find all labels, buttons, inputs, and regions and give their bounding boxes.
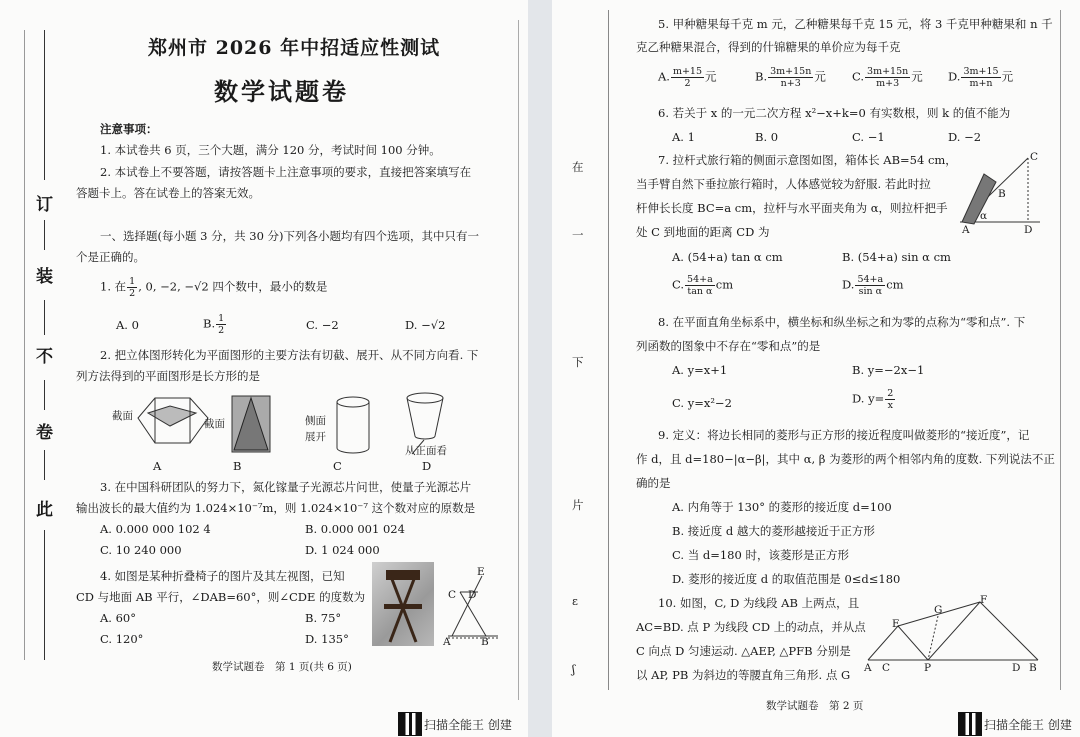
q1-option-d: D. −√2 [405,318,446,332]
q4-stem-cont: CD 与地面 AB 平行，∠DAB=60°，则∠CDE 的度数为 [76,590,366,604]
q2-unfold-label-1: 侧面 [305,415,326,427]
q1-option-b: B. $\frac{1}{2}$ [203,313,225,336]
q4-fig-d: D [468,589,477,601]
exam-title: 郑州市 2026 年中招适应性测试 [148,37,441,59]
q1-option-a: A. 0 [116,318,139,332]
binding-char: ʃ [572,662,576,676]
q4-chair-photo [372,562,434,646]
q4-fig-a: A [443,636,451,648]
q10-stem-3: C 向点 D 匀速运动. △AEP, △PFB 分别是 [636,644,851,658]
q10-fig-p: P [924,662,932,674]
q4-option-d: D. 135° [305,632,349,646]
q1-option-c: C. −2 [306,318,339,332]
q8-option-c: C. y=x²−2 [672,396,732,410]
exam-subtitle: 数学试题卷 [214,77,349,106]
binding-line [608,10,609,690]
binding-line [44,450,45,480]
binding-char: 订 [36,195,53,215]
q8-option-d: D. y= $\frac{2}{x}$ [852,388,894,411]
q10-fig-e: E [892,618,900,630]
q4-option-c: C. 120° [100,632,144,646]
binding-char: 片 [572,498,584,512]
q2-figure-c [337,397,369,453]
q10-fig-a: A [864,662,872,674]
q4-option-a: A. 60° [100,611,136,625]
q10-stem-4: 以 AP, PB 为斜边的等腰直角三角形. 点 G [636,668,851,682]
section-1-heading-cont: 个是正确的。 [76,250,145,264]
q7-option-a: A. (54+a) tan α cm [672,250,783,264]
q10-stem: 10. 如图，C, D 为线段 AB 上两点，且 [658,596,860,610]
left-footer: 数学试题卷 第 1 页(共 6 页) [212,661,352,673]
q9-option-c: C. 当 d=180 时，该菱形是正方形 [672,548,849,562]
binding-char: 一 [572,228,584,242]
q7-fig-alpha: α [980,210,988,222]
q5-option-c: C. $\frac{3m+15n}{m+3}$ 元 [852,66,923,89]
q10-fig-c: C [882,662,891,674]
q6-stem: 6. 若关于 x 的一元二次方程 x²−x+k=0 有实数根，则 k 的值不能为 [658,106,1011,120]
binding-line [44,300,45,335]
binding-line [44,30,45,180]
scanner-watermark: 扫描全能王 创建 [424,718,512,732]
q2-unfold-label-2: 展开 [305,431,326,443]
q9-stem-2: 作 d，且 d=180−|α−β|，其中 α, β 为菱形的两个相邻内角的度数. 下列说法不正 [636,452,1055,466]
q7-stem: 7. 拉杆式旅行箱的侧面示意图如图，箱体长 AB=54 cm， [658,153,957,167]
q7-fig-d: D [1024,224,1033,236]
q5-stem: 5. 甲种糖果每千克 m 元，乙种糖果每千克 15 元，将 3 千克甲种糖果和 n 千 [658,17,1053,31]
q7-stem-2: 当手臂自然下垂拉旅行箱时，人体感觉较为舒服. 若此时拉 [636,177,931,191]
q4-fig-e: E [477,566,485,578]
q9-stem-3: 确的是 [636,476,671,490]
binding-line [44,380,45,410]
q10-fig-b: B [1029,662,1037,674]
q10-stem-2: AC=BD. 点 P 为线段 CD 上的动点，并从点 [636,620,866,634]
q7-option-c: C. $\frac{54+a}{\text{tan α}}$ cm [672,274,734,297]
right-footer: 数学试题卷 第 2 页 [766,700,864,712]
q7-option-d: D. $\frac{54+a}{\text{sin α}}$ cm [842,274,904,297]
q2-label-a: A [153,459,162,473]
binding-line [24,30,25,660]
scanner-qr-icon [958,712,982,736]
q2-front-label: 从正面看 [405,445,447,457]
q3-option-a: A. 0.000 000 102 4 [100,522,211,536]
q7-fig-b: B [998,188,1006,200]
q5-option-b: B. $\frac{3m+15n}{n+3}$ 元 [755,66,826,89]
section-1-heading: 一、选择题(每小题 3 分，共 30 分)下列各小题均有四个选项，其中只有一 [100,229,480,243]
q9-option-a: A. 内角等于 130° 的菱形的接近度 d=100 [672,500,892,514]
q2-figure-a [138,398,208,443]
notice-2: 2. 本试卷上不要答题，请按答题卡上注意事项的要求，直接把答案填写在 [100,165,472,179]
notice-title: 注意事项： [100,122,158,136]
binding-line [44,220,45,250]
q7-fig-a: A [962,224,970,236]
q10-fig-g: G [934,604,943,616]
q9-stem: 9. 定义：将边长相同的菱形与正方形的接近程度叫做菱形的“接近度”，记 [658,428,1030,442]
q10-fig-d: D [1012,662,1021,674]
q8-option-a: A. y=x+1 [672,363,728,377]
q7-stem-3: 杆伸长长度 BC=a cm，拉杆与水平面夹角为 α，则拉杆把手 [636,201,948,215]
q7-fig-c: C [1030,151,1039,163]
q4-fig-c: C [448,589,457,601]
q6-option-b: B. 0 [755,130,779,144]
q7-stem-4: 处 C 到地面的距离 CD 为 [636,225,770,239]
q3-option-d: D. 1 024 000 [305,543,380,557]
page-edge [518,20,519,700]
q7-option-b: B. (54+a) sin α cm [842,250,951,264]
page-edge [1060,10,1061,690]
q8-stem: 8. 在平面直角坐标系中，横坐标和纵坐标之和为零的点称为“零和点”. 下 [658,315,1026,329]
scanner-qr-icon [398,712,422,736]
q6-option-c: C. −1 [852,130,885,144]
scanner-watermark: 扫描全能王 创建 [984,718,1072,732]
q5-option-d: D. $\frac{3m+15}{m+n}$ 元 [948,66,1014,89]
binding-char: 不 [36,347,53,367]
q2-label-c: C [333,459,342,473]
q4-fig-b: B [481,636,489,648]
q4-option-b: B. 75° [305,611,342,625]
q2-cut-label-a: 截面 [112,410,133,422]
binding-char: ε [572,594,578,608]
binding-line [44,530,45,660]
q2-label-b: B [233,459,242,473]
q2-stem: 2. 把立体图形转化为平面图形的主要方法有切截、展开、从不同方向看. 下 [100,348,479,362]
q8-option-b: B. y=−2x−1 [852,363,925,377]
notice-2-cont: 答题卡上。答在试卷上的答案无效。 [76,186,260,200]
q10-fig-f: F [980,594,988,606]
q5-option-a: A. $\frac{m+15}{2}$ 元 [658,66,717,89]
page-gap [528,0,552,737]
q6-option-d: D. −2 [948,130,982,144]
binding-char: 在 [572,160,584,174]
binding-char: 装 [36,267,53,287]
q10-triangle-figure [862,596,1042,668]
q8-stem-cont: 列函数的图象中不存在“零和点”的是 [636,339,821,353]
notice-1: 1. 本试卷共 6 页，三个大题，满分 120 分，考试时间 100 分钟。 [100,143,441,157]
q6-option-a: A. 1 [672,130,695,144]
q2-figure-b [232,396,270,452]
q3-stem-cont: 输出波长的最大值约为 1.024×10⁻⁷m，则 1.024×10⁻⁷ 这个数对应的原数是 [76,501,476,515]
q4-stem: 4. 如图是某种折叠椅子的图片及其左视图，已知 [100,569,345,583]
q5-stem-cont: 克乙种糖果混合，得到的什锦糖果的单价应为每千克 [636,40,901,54]
right-page [552,0,1080,737]
q2-cut-label-b: 截面 [204,418,225,430]
q3-option-b: B. 0.000 001 024 [305,522,405,536]
q2-stem-cont: 列方法得到的平面图形是长方形的是 [76,369,260,383]
q2-label-d: D [422,459,432,473]
binding-char: 卷 [36,423,53,443]
q3-option-c: C. 10 240 000 [100,543,182,557]
binding-char: 此 [36,500,53,520]
q3-stem: 3. 在中国科研团队的努力下，氮化镓量子光源芯片问世，使量子光源芯片 [100,480,472,494]
q1-stem: 1. 在 $\frac{1}{2}$ , 0, −2, −√2 四个数中，最小的数是 [100,276,328,299]
left-page [0,0,528,737]
binding-char: 下 [572,355,584,369]
q9-option-d: D. 菱形的接近度 d 的取值范围是 0≤d≤180 [672,572,901,586]
q9-option-b: B. 接近度 d 越大的菱形越接近于正方形 [672,524,875,538]
